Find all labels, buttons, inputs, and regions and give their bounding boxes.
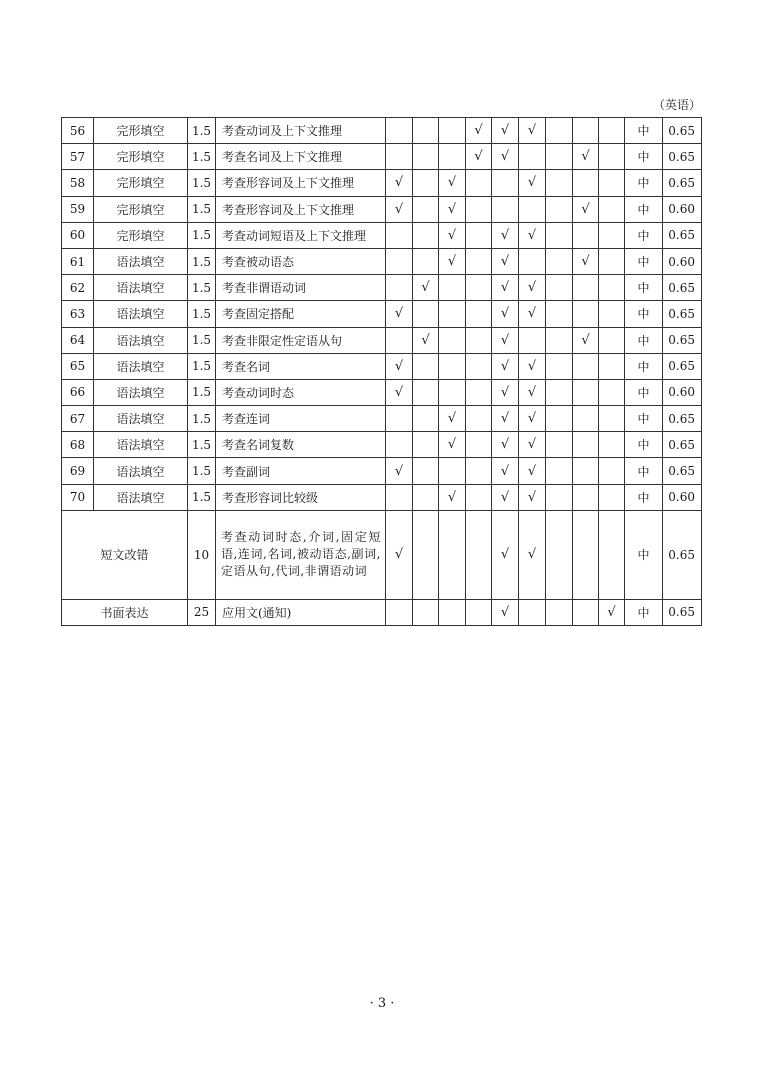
check-cell (599, 248, 625, 274)
check-cell (546, 170, 573, 196)
knowledge-point-cell: 考查被动语态 (216, 248, 386, 274)
check-cell (546, 432, 573, 458)
difficulty-cell: 中 (625, 458, 663, 484)
check-cell: √ (519, 432, 546, 458)
check-cell: √ (492, 222, 519, 248)
score-cell: 1.5 (188, 327, 216, 353)
check-cell (573, 275, 599, 301)
difficulty-index-cell: 0.65 (663, 406, 702, 432)
table-row (62, 170, 702, 196)
knowledge-point-cell: 考查动词短语及上下文推理 (216, 222, 386, 248)
check-cell: √ (386, 353, 413, 379)
check-cell (599, 510, 625, 599)
check-cell (546, 327, 573, 353)
check-cell (492, 170, 519, 196)
check-cell: √ (519, 222, 546, 248)
difficulty-index-cell: 0.65 (663, 327, 702, 353)
check-cell: √ (492, 144, 519, 170)
check-cell (386, 484, 413, 510)
page-number: · 3 · (369, 996, 395, 1011)
check-cell: √ (413, 327, 439, 353)
check-cell (466, 196, 492, 222)
check-cell (413, 196, 439, 222)
check-cell (466, 458, 492, 484)
check-cell: √ (519, 510, 546, 599)
difficulty-cell: 中 (625, 144, 663, 170)
check-cell (386, 327, 413, 353)
check-cell (439, 275, 466, 301)
check-cell (546, 275, 573, 301)
score-cell: 1.5 (188, 458, 216, 484)
check-cell (386, 248, 413, 274)
check-cell (386, 144, 413, 170)
knowledge-point-cell: 考查动词及上下文推理 (216, 118, 386, 144)
table-row (62, 379, 702, 405)
check-cell (413, 484, 439, 510)
check-cell (466, 275, 492, 301)
table-row (62, 275, 702, 301)
difficulty-index-cell: 0.65 (663, 599, 702, 625)
difficulty-index-cell: 0.60 (663, 248, 702, 274)
table-row (62, 510, 702, 599)
check-cell: √ (413, 275, 439, 301)
score-cell: 1.5 (188, 406, 216, 432)
difficulty-index-cell: 0.60 (663, 196, 702, 222)
table-body (62, 118, 702, 626)
table-row (62, 196, 702, 222)
check-cell: √ (439, 406, 466, 432)
table-row (62, 406, 702, 432)
check-cell (599, 275, 625, 301)
check-cell: √ (492, 275, 519, 301)
question-type-cell: 语法填空 (94, 327, 188, 353)
knowledge-point-cell: 考查固定搭配 (216, 301, 386, 327)
question-number-cell: 66 (62, 379, 94, 405)
check-cell: √ (492, 353, 519, 379)
check-cell (599, 432, 625, 458)
check-cell (546, 510, 573, 599)
difficulty-cell: 中 (625, 353, 663, 379)
difficulty-cell: 中 (625, 432, 663, 458)
check-cell: √ (492, 301, 519, 327)
check-cell (599, 196, 625, 222)
check-cell (439, 144, 466, 170)
table-row (62, 484, 702, 510)
check-cell (439, 510, 466, 599)
check-cell (573, 222, 599, 248)
check-cell: √ (492, 458, 519, 484)
check-cell (573, 118, 599, 144)
check-cell: √ (519, 458, 546, 484)
check-cell (466, 248, 492, 274)
question-type-cell: 语法填空 (94, 248, 188, 274)
check-cell (573, 599, 599, 625)
check-cell (439, 458, 466, 484)
table-row (62, 248, 702, 274)
question-type-cell: 短文改错 (62, 510, 188, 599)
check-cell: √ (599, 599, 625, 625)
check-cell (413, 118, 439, 144)
check-cell (546, 379, 573, 405)
check-cell (413, 379, 439, 405)
question-number-cell: 59 (62, 196, 94, 222)
knowledge-point-cell: 应用文(通知) (216, 599, 386, 625)
difficulty-index-cell: 0.60 (663, 484, 702, 510)
table-row (62, 144, 702, 170)
check-cell: √ (492, 484, 519, 510)
check-cell: √ (386, 301, 413, 327)
check-cell (386, 432, 413, 458)
table-row (62, 327, 702, 353)
check-cell: √ (386, 170, 413, 196)
score-cell: 1.5 (188, 301, 216, 327)
check-cell (573, 379, 599, 405)
difficulty-cell: 中 (625, 222, 663, 248)
check-cell (546, 118, 573, 144)
check-cell (386, 275, 413, 301)
table-row (62, 432, 702, 458)
score-cell: 1.5 (188, 353, 216, 379)
check-cell (599, 379, 625, 405)
check-cell (413, 144, 439, 170)
check-cell: √ (573, 327, 599, 353)
check-cell (599, 118, 625, 144)
check-cell (492, 196, 519, 222)
check-cell: √ (386, 510, 413, 599)
check-cell (466, 353, 492, 379)
table-row (62, 301, 702, 327)
difficulty-cell: 中 (625, 301, 663, 327)
check-cell (573, 510, 599, 599)
check-cell (546, 248, 573, 274)
knowledge-point-cell: 考查形容词比较级 (216, 484, 386, 510)
check-cell: √ (439, 222, 466, 248)
knowledge-point-cell: 考查名词及上下文推理 (216, 144, 386, 170)
question-number-cell: 68 (62, 432, 94, 458)
check-cell: √ (573, 196, 599, 222)
difficulty-index-cell: 0.65 (663, 432, 702, 458)
question-type-cell: 语法填空 (94, 301, 188, 327)
check-cell (466, 484, 492, 510)
question-number-cell: 70 (62, 484, 94, 510)
difficulty-cell: 中 (625, 510, 663, 599)
check-cell (466, 510, 492, 599)
check-cell: √ (439, 484, 466, 510)
check-cell (386, 222, 413, 248)
check-cell (573, 170, 599, 196)
question-number-cell: 62 (62, 275, 94, 301)
difficulty-index-cell: 0.65 (663, 353, 702, 379)
score-cell: 1.5 (188, 118, 216, 144)
difficulty-cell: 中 (625, 327, 663, 353)
check-cell (599, 458, 625, 484)
check-cell (439, 379, 466, 405)
question-number-cell: 58 (62, 170, 94, 196)
score-cell: 1.5 (188, 275, 216, 301)
knowledge-point-cell: 考查名词复数 (216, 432, 386, 458)
check-cell (599, 327, 625, 353)
question-number-cell: 56 (62, 118, 94, 144)
difficulty-index-cell: 0.65 (663, 510, 702, 599)
knowledge-point-cell: 考查名词 (216, 353, 386, 379)
difficulty-index-cell: 0.65 (663, 118, 702, 144)
knowledge-point-cell: 考查形容词及上下文推理 (216, 170, 386, 196)
question-type-cell: 完形填空 (94, 222, 188, 248)
subject-label: （英语） (652, 98, 701, 112)
check-cell (466, 379, 492, 405)
check-cell (573, 432, 599, 458)
check-cell (386, 118, 413, 144)
table-row (62, 599, 702, 625)
question-type-cell: 语法填空 (94, 484, 188, 510)
check-cell (519, 144, 546, 170)
question-type-cell: 书面表达 (62, 599, 188, 625)
check-cell (413, 353, 439, 379)
score-cell: 10 (188, 510, 216, 599)
check-cell (466, 432, 492, 458)
question-type-cell: 语法填空 (94, 432, 188, 458)
check-cell (439, 118, 466, 144)
question-type-cell: 语法填空 (94, 353, 188, 379)
score-cell: 1.5 (188, 484, 216, 510)
difficulty-cell: 中 (625, 484, 663, 510)
check-cell: √ (519, 406, 546, 432)
check-cell (599, 406, 625, 432)
difficulty-index-cell: 0.65 (663, 144, 702, 170)
score-cell: 1.5 (188, 144, 216, 170)
knowledge-point-cell: 考查连词 (216, 406, 386, 432)
difficulty-cell: 中 (625, 170, 663, 196)
check-cell (413, 170, 439, 196)
difficulty-cell: 中 (625, 599, 663, 625)
check-cell: √ (466, 118, 492, 144)
difficulty-cell: 中 (625, 118, 663, 144)
check-cell (413, 248, 439, 274)
question-number-cell: 69 (62, 458, 94, 484)
score-cell: 1.5 (188, 170, 216, 196)
exam-analysis-table (61, 117, 702, 626)
check-cell (599, 222, 625, 248)
question-type-cell: 语法填空 (94, 406, 188, 432)
check-cell: √ (573, 248, 599, 274)
check-cell (386, 406, 413, 432)
question-number-cell: 63 (62, 301, 94, 327)
difficulty-index-cell: 0.65 (663, 301, 702, 327)
check-cell: √ (386, 379, 413, 405)
question-type-cell: 语法填空 (94, 379, 188, 405)
check-cell (439, 327, 466, 353)
check-cell (466, 170, 492, 196)
question-number-cell: 65 (62, 353, 94, 379)
table-row (62, 458, 702, 484)
check-cell: √ (519, 353, 546, 379)
table-row (62, 118, 702, 144)
check-cell (599, 353, 625, 379)
check-cell: √ (573, 144, 599, 170)
check-cell (466, 301, 492, 327)
check-cell: √ (466, 144, 492, 170)
score-cell: 25 (188, 599, 216, 625)
check-cell: √ (386, 458, 413, 484)
check-cell (599, 301, 625, 327)
check-cell (519, 327, 546, 353)
check-cell (519, 196, 546, 222)
knowledge-point-cell: 考查动词时态 (216, 379, 386, 405)
question-type-cell: 完形填空 (94, 144, 188, 170)
knowledge-point-cell: 考查非限定性定语从句 (216, 327, 386, 353)
check-cell: √ (386, 196, 413, 222)
difficulty-index-cell: 0.65 (663, 275, 702, 301)
difficulty-index-cell: 0.60 (663, 379, 702, 405)
check-cell: √ (519, 275, 546, 301)
score-cell: 1.5 (188, 196, 216, 222)
difficulty-cell: 中 (625, 275, 663, 301)
score-cell: 1.5 (188, 432, 216, 458)
check-cell (439, 599, 466, 625)
score-cell: 1.5 (188, 379, 216, 405)
check-cell (439, 353, 466, 379)
check-cell: √ (519, 379, 546, 405)
check-cell (413, 510, 439, 599)
check-cell: √ (519, 301, 546, 327)
check-cell (519, 248, 546, 274)
check-cell: √ (492, 379, 519, 405)
knowledge-point-cell: 考查非谓语动词 (216, 275, 386, 301)
check-cell (413, 406, 439, 432)
check-cell (599, 484, 625, 510)
difficulty-cell: 中 (625, 196, 663, 222)
check-cell: √ (492, 432, 519, 458)
knowledge-point-cell: 考查形容词及上下文推理 (216, 196, 386, 222)
question-type-cell: 完形填空 (94, 196, 188, 222)
check-cell (546, 222, 573, 248)
check-cell: √ (439, 432, 466, 458)
check-cell: √ (492, 510, 519, 599)
question-number-cell: 67 (62, 406, 94, 432)
check-cell (466, 327, 492, 353)
question-number-cell: 57 (62, 144, 94, 170)
check-cell (546, 458, 573, 484)
check-cell (546, 406, 573, 432)
difficulty-index-cell: 0.65 (663, 458, 702, 484)
check-cell: √ (492, 248, 519, 274)
check-cell (386, 599, 413, 625)
check-cell (573, 484, 599, 510)
check-cell (546, 599, 573, 625)
check-cell (546, 484, 573, 510)
check-cell: √ (519, 170, 546, 196)
check-cell: √ (519, 118, 546, 144)
check-cell (599, 144, 625, 170)
check-cell (413, 458, 439, 484)
check-cell (546, 196, 573, 222)
table-row (62, 222, 702, 248)
score-cell: 1.5 (188, 222, 216, 248)
question-type-cell: 语法填空 (94, 458, 188, 484)
difficulty-cell: 中 (625, 406, 663, 432)
check-cell (466, 406, 492, 432)
check-cell (519, 599, 546, 625)
question-number-cell: 64 (62, 327, 94, 353)
check-cell: √ (439, 170, 466, 196)
check-cell: √ (519, 484, 546, 510)
check-cell (546, 144, 573, 170)
knowledge-point-cell: 考查副词 (216, 458, 386, 484)
question-number-cell: 61 (62, 248, 94, 274)
check-cell: √ (439, 248, 466, 274)
check-cell (413, 222, 439, 248)
difficulty-index-cell: 0.65 (663, 170, 702, 196)
question-type-cell: 完形填空 (94, 118, 188, 144)
check-cell (413, 301, 439, 327)
knowledge-point-cell: 考查动词时态,介词,固定短语,连词,名词,被动语态,副词,定语从句,代词,非谓语动词 (216, 510, 386, 599)
check-cell (546, 301, 573, 327)
check-cell (466, 599, 492, 625)
check-cell (573, 458, 599, 484)
difficulty-index-cell: 0.65 (663, 222, 702, 248)
check-cell: √ (492, 118, 519, 144)
check-cell (546, 353, 573, 379)
check-cell: √ (492, 599, 519, 625)
check-cell (439, 301, 466, 327)
check-cell (573, 406, 599, 432)
question-type-cell: 完形填空 (94, 170, 188, 196)
check-cell (466, 222, 492, 248)
question-number-cell: 60 (62, 222, 94, 248)
difficulty-cell: 中 (625, 248, 663, 274)
score-cell: 1.5 (188, 248, 216, 274)
check-cell (573, 353, 599, 379)
check-cell (413, 432, 439, 458)
check-cell (573, 301, 599, 327)
check-cell (413, 599, 439, 625)
check-cell: √ (492, 406, 519, 432)
check-cell: √ (492, 327, 519, 353)
check-cell: √ (439, 196, 466, 222)
check-cell (599, 170, 625, 196)
question-type-cell: 语法填空 (94, 275, 188, 301)
table-row (62, 353, 702, 379)
difficulty-cell: 中 (625, 379, 663, 405)
